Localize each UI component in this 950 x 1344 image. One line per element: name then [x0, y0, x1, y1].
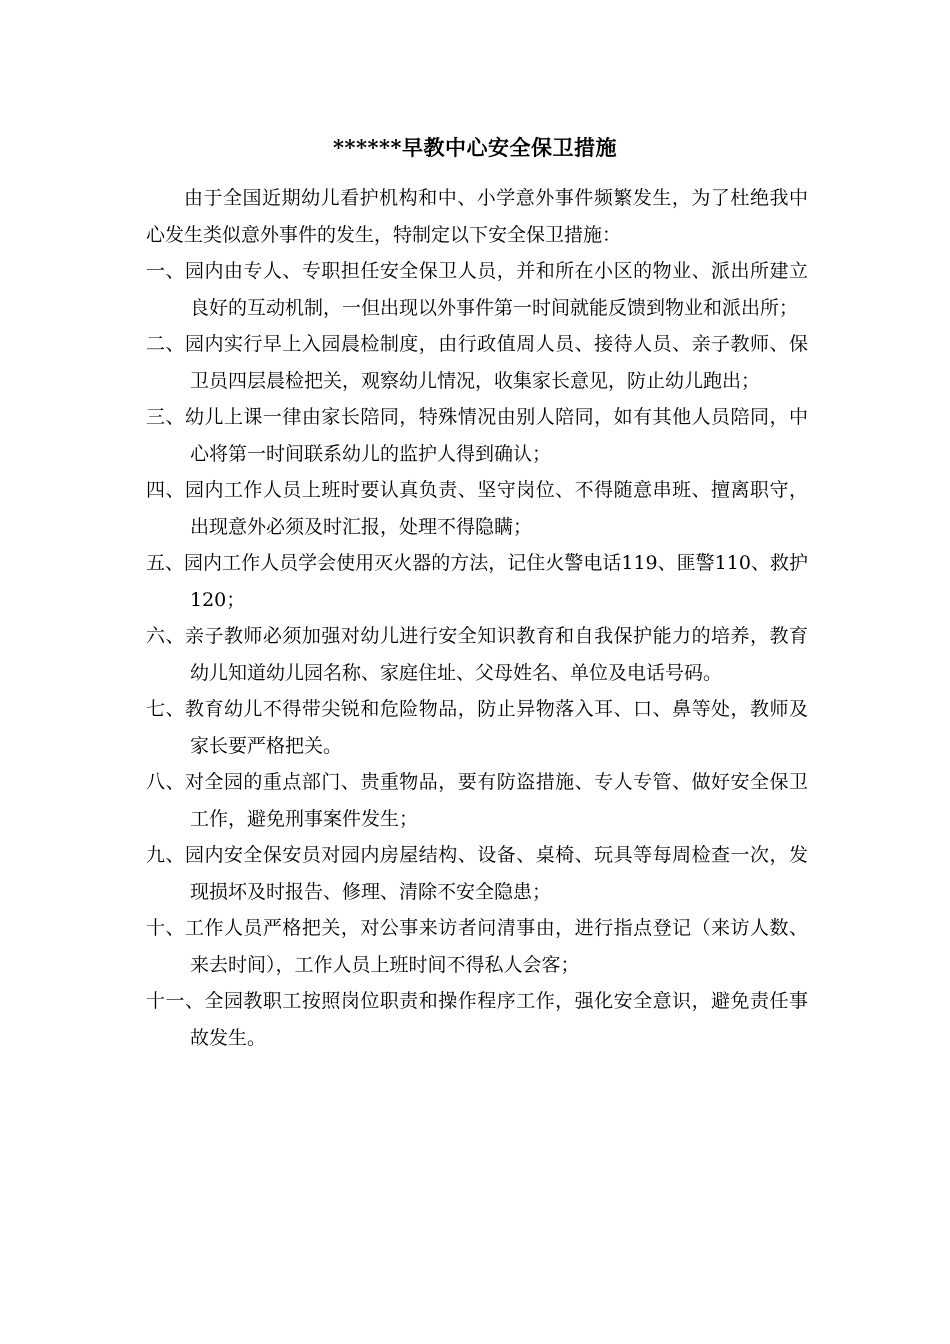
document-body: [146, 180, 808, 1056]
measure-item-8: 八、对全园的重点部门、贵重物品，要有防盗措施、专人专管、做好安全保卫工作，避免刑事案件发生；: [146, 771, 808, 830]
document-title: ******早教中心安全保卫措施: [333, 135, 617, 160]
measure-item-9: 九、园内安全保安员对园内房屋结构、设备、桌椅、玩具等每周检查一次，发现损坏及时报告、修理、清除不安全隐患；: [146, 844, 808, 903]
measure-item-6: 六、亲子教师必须加强对幼儿进行安全知识教育和自我保护能力的培养，教育幼儿知道幼儿园名称、家庭住址、父母姓名、单位及电话号码。: [146, 625, 808, 684]
measure-item-2: 二、园内实行早上入园晨检制度，由行政值周人员、接待人员、亲子教师、保卫员四层晨检把关，观察幼儿情况，收集家长意见，防止幼儿跑出；: [146, 333, 808, 392]
measure-item-4: 四、园内工作人员上班时要认真负责、坚守岗位、不得随意串班、擅离职守，出现意外必须及时汇报，处理不得隐瞒；: [146, 479, 808, 538]
measure-item-11: 十一、全园教职工按照岗位职责和操作程序工作，强化安全意识，避免责任事故发生。: [146, 990, 808, 1049]
measure-item-3: 三、幼儿上课一律由家长陪同，特殊情况由别人陪同，如有其他人员陪同，中心将第一时间联系幼儿的监护人得到确认；: [146, 406, 808, 465]
measure-item-1: 一、园内由专人、专职担任安全保卫人员，并和所在小区的物业、派出所建立良好的互动机制，一但出现以外事件第一时间就能反馈到物业和派出所；: [146, 260, 808, 319]
measure-item-5: 五、园内工作人员学会使用灭火器的方法，记住火警电话119、匪警110、救护120；: [146, 552, 808, 611]
measure-item-10: 十、工作人员严格把关，对公事来访者问清事由，进行指点登记（来访人数、来去时间），工作人员上班时间不得私人会客；: [146, 917, 808, 976]
measure-item-7: 七、教育幼儿不得带尖锐和危险物品，防止异物落入耳、口、鼻等处，教师及家长要严格把关。: [146, 698, 808, 757]
intro-paragraph: 由于全国近期幼儿看护机构和中、小学意外事件频繁发生，为了杜绝我中心发生类似意外事件的发生，特制定以下安全保卫措施：: [146, 187, 808, 246]
